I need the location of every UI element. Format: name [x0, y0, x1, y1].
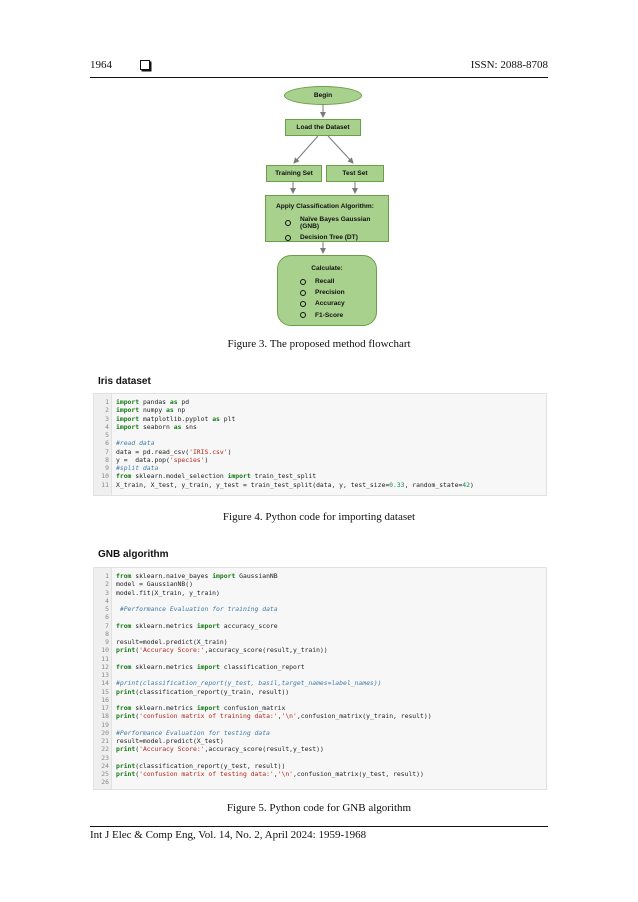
- figure3-caption: Figure 3. The proposed method flowchart: [227, 338, 411, 350]
- code-line: [94, 729, 546, 737]
- code-text: from sklearn.metrics import accuracy_score: [116, 621, 278, 630]
- footer-rule: [90, 826, 548, 827]
- code-line: [94, 762, 546, 770]
- code-line: [94, 754, 546, 762]
- code-text: print('Accuracy Score:',accuracy_score(result,y_test)): [116, 745, 324, 754]
- code-text: import matplotlib.pyplot as plt: [116, 414, 236, 423]
- gnb-code-block: [93, 567, 547, 790]
- code-text: [109, 778, 116, 786]
- line-number: 7: [105, 447, 109, 456]
- line-number: 18: [101, 712, 109, 721]
- circle-bullet-icon: [300, 279, 306, 285]
- arrow-load-test: [328, 136, 353, 163]
- page-number: 1964: [90, 59, 112, 71]
- code-text: model = GaussianNB(): [116, 580, 193, 589]
- begin-label: Begin: [313, 92, 333, 99]
- line-number: 7: [105, 621, 109, 630]
- gnb-code-lines: [94, 572, 546, 787]
- code-line: [94, 423, 546, 431]
- line-number: 10: [101, 646, 109, 655]
- line-number: 9: [105, 638, 109, 646]
- code-text: X_train, X_test, y_train, y_test = train_test_split(data, y, test_size=0.33, random_state=42): [116, 480, 474, 489]
- code-text: [109, 613, 116, 621]
- gnb-section-title: GNB algorithm: [98, 549, 169, 560]
- test-set-node: [326, 165, 384, 182]
- code-line: [94, 472, 546, 480]
- calculate-title: Calculate:: [311, 265, 343, 272]
- code-text: [109, 630, 116, 638]
- code-text: [109, 721, 116, 729]
- line-number: 5: [105, 605, 109, 613]
- code-line: [94, 415, 546, 423]
- line-number: 8: [105, 455, 109, 464]
- code-text: #read data: [116, 439, 155, 448]
- test-set-label: Test Set: [342, 170, 368, 177]
- line-number: 10: [101, 472, 109, 481]
- line-number: 4: [105, 422, 109, 431]
- code-text: import seaborn as sns: [116, 422, 197, 431]
- code-text: [109, 597, 116, 605]
- code-text: [109, 671, 116, 679]
- code-line: [94, 597, 546, 605]
- line-number: 20: [101, 728, 109, 737]
- line-number: 19: [101, 720, 109, 729]
- line-number: 22: [101, 745, 109, 754]
- code-line: [94, 605, 546, 613]
- code-line: [94, 406, 546, 414]
- line-number: 26: [101, 778, 109, 787]
- figure5-caption: Figure 5. Python code for GNB algorithm: [226, 802, 412, 814]
- code-text: import pandas as pd: [116, 398, 190, 406]
- line-number: 5: [105, 431, 109, 439]
- code-text: print(classification_report(y_train, result)): [116, 687, 290, 696]
- code-line: [94, 704, 546, 712]
- code-text: from sklearn.naive_bayes import GaussianNB: [116, 572, 278, 580]
- code-line: [94, 572, 546, 580]
- code-line: [94, 481, 546, 489]
- code-line: [94, 737, 546, 745]
- code-line: [94, 580, 546, 588]
- code-text: import numpy as np: [116, 406, 186, 415]
- code-line: [94, 721, 546, 729]
- line-number: 13: [101, 671, 109, 679]
- page-header: [90, 59, 548, 77]
- line-number: 9: [105, 464, 109, 472]
- training-set-node: [266, 165, 322, 182]
- code-line: [94, 671, 546, 679]
- algorithm-item: Decision Tree (DT): [285, 234, 388, 241]
- line-number: 6: [105, 613, 109, 622]
- line-number: 17: [101, 704, 109, 712]
- iris-code-block: [93, 393, 547, 496]
- code-line: [94, 398, 546, 406]
- code-line: [94, 688, 546, 696]
- code-line: [94, 646, 546, 654]
- metric-item: Accuracy: [300, 300, 376, 307]
- line-number: 3: [105, 588, 109, 597]
- code-text: #Performance Evaluation for testing data: [116, 728, 270, 737]
- code-text: print('Accuracy Score:',accuracy_score(result,y_train)): [116, 646, 328, 655]
- line-number: 21: [101, 737, 109, 745]
- begin-node: [284, 86, 362, 105]
- code-line: [94, 622, 546, 630]
- line-number: 8: [105, 629, 109, 638]
- metric-item: F1-Score: [300, 312, 376, 319]
- page-footer: Int J Elec & Comp Eng, Vol. 14, No. 2, April 2024: 1959-1968: [90, 829, 367, 841]
- figure4-caption: Figure 4. Python code for importing dataset: [222, 511, 416, 523]
- line-number: 3: [105, 414, 109, 423]
- code-text: from sklearn.metrics import classification_report: [116, 662, 305, 671]
- code-line: [94, 613, 546, 621]
- code-line: [94, 770, 546, 778]
- code-text: result=model.predict(X_test): [116, 737, 224, 745]
- circle-bullet-icon: [285, 235, 291, 241]
- line-number: 4: [105, 596, 109, 605]
- line-number: 11: [101, 480, 109, 489]
- calculate-node: [277, 255, 377, 326]
- metric-item: Recall: [300, 278, 376, 285]
- code-line: [94, 589, 546, 597]
- line-number: 24: [101, 761, 109, 770]
- iris-code-lines: [94, 398, 546, 489]
- code-line: [94, 456, 546, 464]
- code-text: y = data.pop('species'): [116, 455, 209, 464]
- code-line: [94, 745, 546, 753]
- code-line: [94, 431, 546, 439]
- code-text: [109, 696, 116, 704]
- code-line: [94, 679, 546, 687]
- circle-bullet-icon: [300, 301, 306, 307]
- code-line: [94, 696, 546, 704]
- circle-bullet-icon: [300, 290, 306, 296]
- line-number: 2: [105, 406, 109, 415]
- code-line: [94, 712, 546, 720]
- code-line: [94, 464, 546, 472]
- code-line: [94, 638, 546, 646]
- code-text: print(classification_report(y_test, result)): [116, 761, 286, 770]
- line-number: 12: [101, 662, 109, 671]
- code-text: #split data: [116, 464, 159, 472]
- code-text: model.fit(X_train, y_train): [116, 588, 220, 597]
- line-number: 6: [105, 439, 109, 448]
- code-text: print('confusion matrix of testing data:','\n',confusion_matrix(y_test, result)): [116, 770, 424, 778]
- issn: ISSN: 2088-8708: [470, 59, 548, 71]
- algorithm-item: Naïve Bayes Gaussian (GNB): [285, 216, 388, 230]
- code-line: [94, 630, 546, 638]
- line-number: 23: [101, 753, 109, 762]
- training-set-label: Training Set: [275, 170, 313, 177]
- arrow-load-training: [294, 136, 318, 163]
- code-line: [94, 778, 546, 786]
- code-text: [109, 754, 116, 762]
- code-text: [109, 655, 116, 663]
- code-line: [94, 439, 546, 447]
- line-number: 2: [105, 580, 109, 589]
- line-number: 1: [105, 572, 109, 580]
- code-line: [94, 663, 546, 671]
- header-rule: [90, 77, 548, 78]
- line-number: 11: [101, 654, 109, 663]
- iris-section-title: Iris dataset: [98, 376, 151, 387]
- metric-item: Precision: [300, 289, 376, 296]
- code-text: result=model.predict(X_train): [116, 638, 228, 646]
- apply-algorithm-node: [265, 195, 389, 242]
- code-text: from sklearn.metrics import confusion_matrix: [116, 704, 286, 712]
- line-number: 15: [101, 687, 109, 696]
- code-text: print('confusion matrix of training data:','\n',confusion_matrix(y_train, result)): [116, 712, 432, 721]
- square-icon: [140, 60, 150, 70]
- line-number: 14: [101, 679, 109, 688]
- circle-bullet-icon: [285, 220, 291, 226]
- code-line: [94, 655, 546, 663]
- code-text: data = pd.read_csv('IRIS.csv'): [116, 447, 232, 456]
- code-text: #print(classification_report(y_test, basil,target_names=label_names)): [116, 679, 382, 688]
- load-dataset-node: [285, 119, 361, 136]
- code-text: [109, 431, 116, 439]
- code-line: [94, 448, 546, 456]
- line-number: 16: [101, 695, 109, 704]
- line-number: 25: [101, 770, 109, 778]
- circle-bullet-icon: [300, 312, 306, 318]
- code-text: #Performance Evaluation for training data: [119, 605, 278, 613]
- load-dataset-label: Load the Dataset: [296, 124, 350, 131]
- line-number: 1: [105, 398, 109, 406]
- code-text: from sklearn.model_selection import train_test_split: [116, 472, 317, 481]
- apply-algorithm-title: Apply Classification Algorithm:: [276, 203, 374, 210]
